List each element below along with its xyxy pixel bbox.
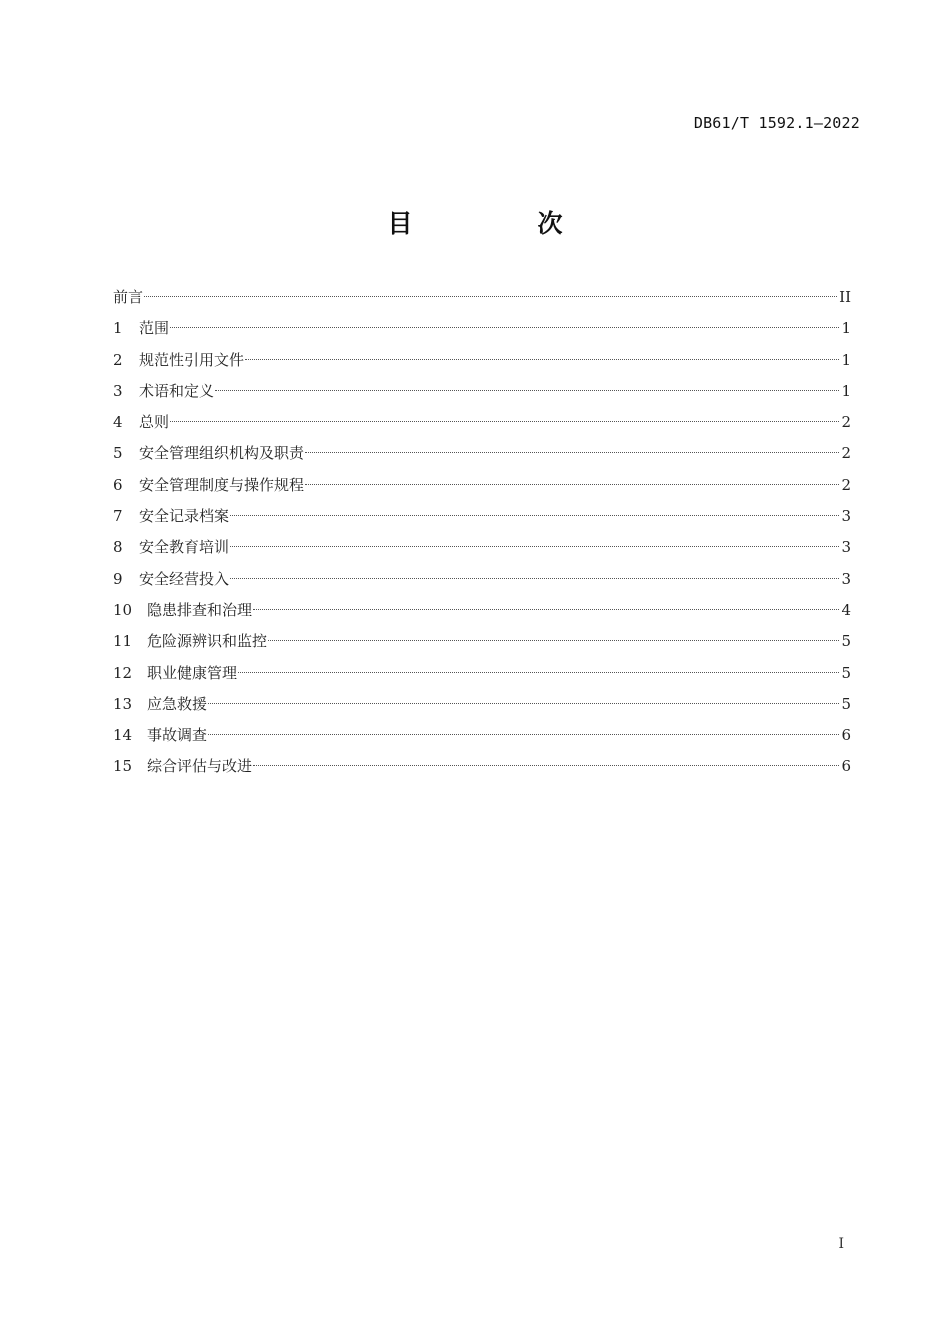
toc-dot-leader bbox=[253, 765, 839, 766]
toc-entry-number: 10 bbox=[113, 600, 133, 619]
toc-entry[interactable] bbox=[113, 349, 851, 380]
toc-entry-number: 12 bbox=[113, 663, 133, 682]
toc-entry[interactable] bbox=[113, 599, 851, 630]
toc-entry-page: 6 bbox=[841, 726, 851, 745]
toc-entry-number: 2 bbox=[113, 350, 123, 369]
toc-entry-page: 3 bbox=[841, 538, 851, 557]
toc-entry-label: 综合评估与改进 bbox=[147, 757, 253, 776]
toc-entry[interactable] bbox=[113, 286, 851, 317]
toc-dot-leader bbox=[208, 734, 839, 735]
toc-entry-label: 安全管理制度与操作规程 bbox=[139, 475, 305, 494]
toc-entry[interactable] bbox=[113, 380, 851, 411]
toc-entry-number: 1 bbox=[113, 319, 123, 338]
toc-entry-page: 1 bbox=[841, 381, 851, 400]
toc-entry-number: 7 bbox=[113, 507, 123, 526]
toc-entry-page: 5 bbox=[841, 663, 851, 682]
toc-entry-label: 规范性引用文件 bbox=[139, 350, 245, 369]
toc-dot-leader bbox=[238, 672, 839, 673]
toc-entry-page: 4 bbox=[841, 600, 851, 619]
toc-entry-label: 应急救援 bbox=[147, 694, 208, 713]
toc-entry-label: 事故调查 bbox=[147, 726, 208, 745]
page-number: I bbox=[838, 1236, 844, 1252]
toc-dot-leader bbox=[305, 452, 839, 453]
toc-entry-label: 安全经营投入 bbox=[139, 569, 230, 588]
toc-entry[interactable] bbox=[113, 755, 851, 786]
toc-entry-label: 职业健康管理 bbox=[147, 663, 238, 682]
toc-entry-label: 范围 bbox=[139, 319, 170, 338]
toc-dot-leader bbox=[253, 609, 839, 610]
toc-entry-label: 安全教育培训 bbox=[139, 538, 230, 557]
toc-entry[interactable] bbox=[113, 442, 851, 473]
standard-code: DB61/T 1592.1—2022 bbox=[693, 114, 860, 132]
toc-entry-page: 5 bbox=[841, 694, 851, 713]
toc-entry-number: 14 bbox=[113, 726, 133, 745]
toc-entry-label: 危险源辨识和监控 bbox=[147, 632, 268, 651]
toc-dot-leader bbox=[305, 484, 839, 485]
toc-entry-page: 2 bbox=[841, 413, 851, 432]
toc-entry-label: 安全管理组织机构及职责 bbox=[139, 444, 305, 463]
toc-entry[interactable] bbox=[113, 411, 851, 442]
toc-entry-page: II bbox=[839, 288, 851, 306]
table-of-contents bbox=[113, 286, 851, 787]
toc-entry[interactable] bbox=[113, 505, 851, 536]
toc-entry[interactable] bbox=[113, 568, 851, 599]
toc-dot-leader bbox=[215, 390, 839, 391]
toc-dot-leader bbox=[230, 546, 839, 547]
toc-entry-page: 2 bbox=[841, 475, 851, 494]
toc-entry[interactable] bbox=[113, 693, 851, 724]
toc-dot-leader bbox=[230, 578, 839, 579]
toc-entry-number: 5 bbox=[113, 444, 123, 463]
toc-entry-number: 11 bbox=[113, 632, 133, 651]
toc-entry-number: 8 bbox=[113, 538, 123, 557]
toc-title: 目 次 bbox=[387, 209, 613, 238]
toc-dot-leader bbox=[208, 703, 839, 704]
toc-entry-label: 前言 bbox=[113, 288, 144, 306]
toc-entry-page: 3 bbox=[841, 569, 851, 588]
toc-dot-leader bbox=[268, 640, 839, 641]
toc-dot-leader bbox=[170, 421, 839, 422]
toc-entry[interactable] bbox=[113, 536, 851, 567]
toc-entry-page: 6 bbox=[841, 757, 851, 776]
toc-entry-number: 3 bbox=[113, 381, 123, 400]
toc-entry[interactable] bbox=[113, 317, 851, 348]
toc-entry-number: 15 bbox=[113, 757, 133, 776]
toc-dot-leader bbox=[245, 359, 839, 360]
toc-entry-label: 隐患排查和治理 bbox=[147, 600, 253, 619]
toc-entry-label: 总则 bbox=[139, 413, 170, 432]
toc-entry-page: 2 bbox=[841, 444, 851, 463]
toc-entry-number: 4 bbox=[113, 413, 123, 432]
toc-entry-label: 安全记录档案 bbox=[139, 507, 230, 526]
toc-dot-leader bbox=[230, 515, 839, 516]
toc-entry-page: 1 bbox=[841, 319, 851, 338]
toc-entry-number: 6 bbox=[113, 475, 123, 494]
toc-entry-number: 9 bbox=[113, 569, 123, 588]
toc-entry-page: 1 bbox=[841, 350, 851, 369]
toc-entry-page: 5 bbox=[841, 632, 851, 651]
toc-entry-number: 13 bbox=[113, 694, 133, 713]
toc-entry[interactable] bbox=[113, 662, 851, 693]
toc-entry[interactable] bbox=[113, 474, 851, 505]
toc-entry[interactable] bbox=[113, 630, 851, 661]
toc-dot-leader bbox=[170, 327, 839, 328]
toc-entry[interactable] bbox=[113, 724, 851, 755]
toc-entry-label: 术语和定义 bbox=[139, 381, 215, 400]
toc-dot-leader bbox=[144, 296, 837, 297]
toc-entry-page: 3 bbox=[841, 507, 851, 526]
